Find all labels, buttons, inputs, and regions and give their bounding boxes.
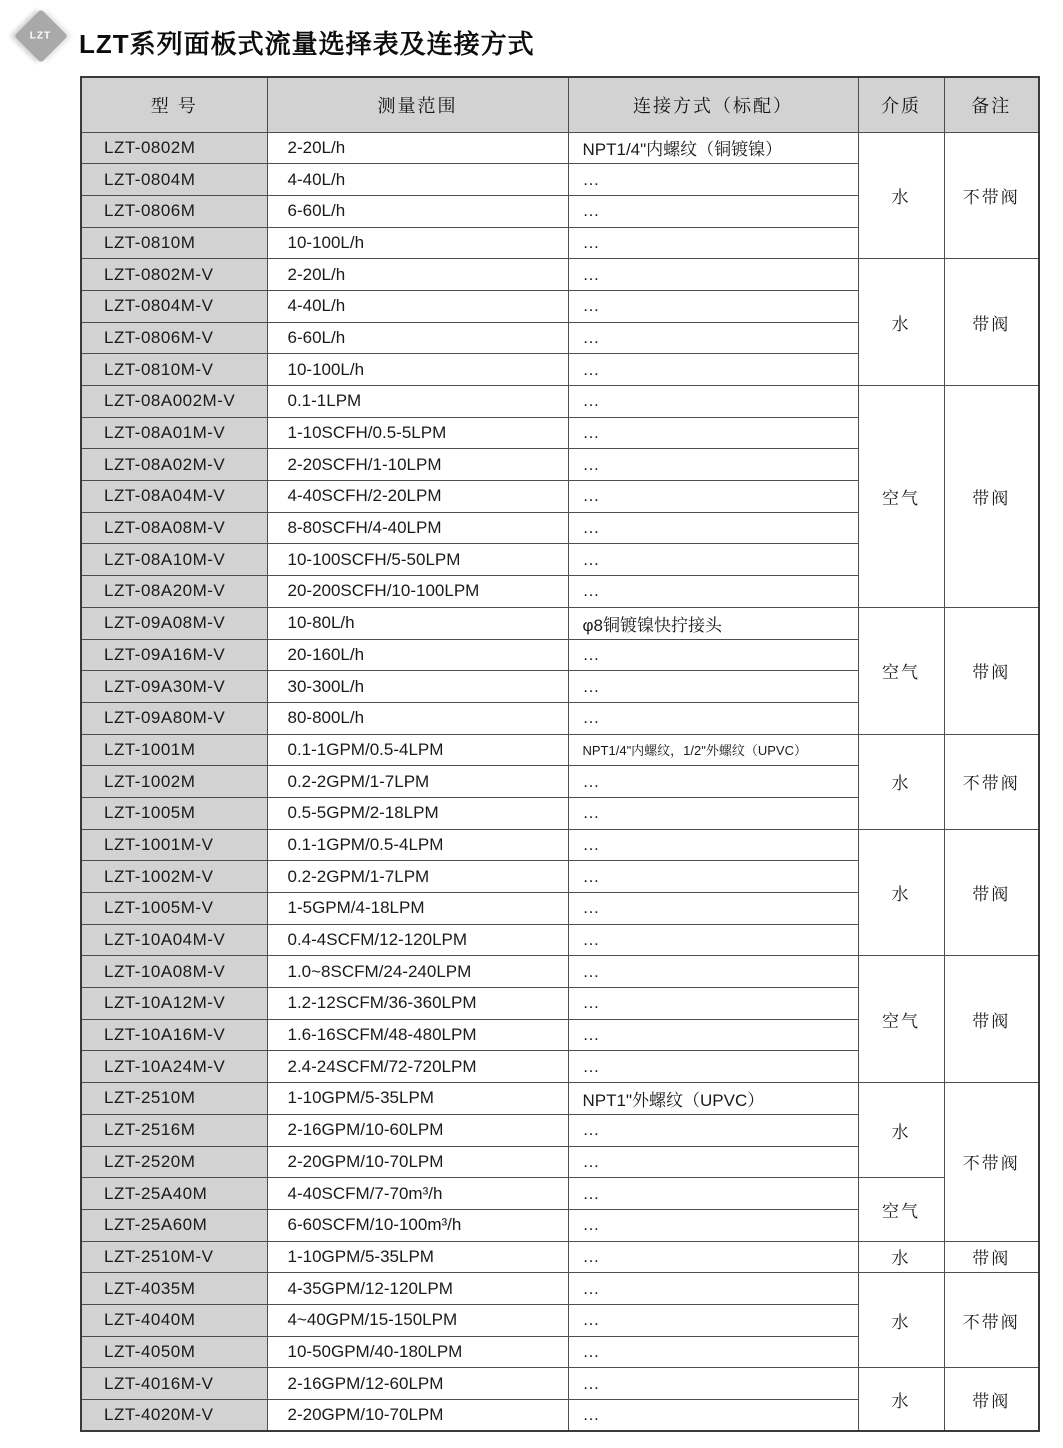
table-row (81, 1368, 1039, 1400)
remark-cell: 不带阀 (944, 734, 1039, 829)
remark-cell: 带阀 (944, 956, 1039, 1083)
model-cell: LZT-08A04M-V (81, 481, 267, 513)
model-cell: LZT-08A02M-V (81, 449, 267, 481)
range-cell: 2-20SCFH/1-10LPM (267, 449, 568, 481)
medium-cell: 空气 (858, 607, 944, 734)
model-cell: LZT-4020M-V (81, 1400, 267, 1432)
connection-cell: … (568, 1114, 858, 1146)
range-cell: 0.2-2GPM/1-7LPM (267, 766, 568, 798)
range-cell: 30-300L/h (267, 671, 568, 703)
connection-cell: NPT1"外螺纹（UPVC） (568, 1083, 858, 1115)
range-cell: 0.2-2GPM/1-7LPM (267, 861, 568, 893)
range-cell: 6-60L/h (267, 195, 568, 227)
model-cell: LZT-2520M (81, 1146, 267, 1178)
connection-cell: … (568, 956, 858, 988)
model-cell: LZT-09A16M-V (81, 639, 267, 671)
connection-cell: … (568, 512, 858, 544)
model-cell: LZT-0806M-V (81, 322, 267, 354)
connection-cell: … (568, 1400, 858, 1432)
range-cell: 1.2-12SCFM/36-360LPM (267, 988, 568, 1020)
model-cell: LZT-2510M (81, 1083, 267, 1115)
table-row (81, 956, 1039, 988)
connection-cell: … (568, 1051, 858, 1083)
table-row (81, 1178, 1039, 1210)
range-cell: 0.1-1LPM (267, 386, 568, 418)
medium-cell: 水 (858, 1273, 944, 1368)
lzt-diamond-badge (14, 9, 68, 63)
model-cell: LZT-1005M (81, 797, 267, 829)
connection-cell: … (568, 449, 858, 481)
range-cell: 1-10GPM/5-35LPM (267, 1241, 568, 1273)
model-cell: LZT-4040M (81, 1304, 267, 1336)
range-cell: 2-16GPM/12-60LPM (267, 1368, 568, 1400)
connection-cell: … (568, 576, 858, 608)
model-cell: LZT-08A08M-V (81, 512, 267, 544)
medium-cell: 水 (858, 259, 944, 386)
range-cell: 1-10GPM/5-35LPM (267, 1083, 568, 1115)
model-cell: LZT-10A12M-V (81, 988, 267, 1020)
flow-selection-table (80, 76, 1040, 1432)
range-cell: 2-20GPM/10-70LPM (267, 1146, 568, 1178)
model-cell: LZT-10A04M-V (81, 924, 267, 956)
connection-cell: … (568, 702, 858, 734)
connection-cell: NPT1/4"内螺纹（铜镀镍） (568, 132, 858, 164)
model-cell: LZT-4050M (81, 1336, 267, 1368)
range-cell: 10-100SCFH/5-50LPM (267, 544, 568, 576)
connection-cell: … (568, 988, 858, 1020)
connection-cell: … (568, 797, 858, 829)
table-row (81, 132, 1039, 164)
table-body (81, 132, 1039, 1431)
range-cell: 4-40L/h (267, 290, 568, 322)
remark-cell: 带阀 (944, 607, 1039, 734)
model-cell: LZT-08A002M-V (81, 386, 267, 418)
connection-cell: … (568, 1304, 858, 1336)
connection-cell: … (568, 195, 858, 227)
model-cell: LZT-25A40M (81, 1178, 267, 1210)
range-cell: 2-16GPM/10-60LPM (267, 1114, 568, 1146)
model-cell: LZT-08A01M-V (81, 417, 267, 449)
connection-cell: … (568, 322, 858, 354)
page-title: LZT系列面板式流量选择表及连接方式 (79, 29, 535, 59)
model-cell: LZT-2516M (81, 1114, 267, 1146)
model-cell: LZT-09A30M-V (81, 671, 267, 703)
range-cell: 1-5GPM/4-18LPM (267, 893, 568, 925)
model-cell: LZT-1002M-V (81, 861, 267, 893)
model-cell: LZT-0806M (81, 195, 267, 227)
range-cell: 1.0~8SCFM/24-240LPM (267, 956, 568, 988)
connection-cell: … (568, 290, 858, 322)
range-cell: 2-20L/h (267, 132, 568, 164)
table-row (81, 1083, 1039, 1115)
range-cell: 10-100L/h (267, 354, 568, 386)
remark-cell: 带阀 (944, 386, 1039, 608)
range-cell: 2-20GPM/10-70LPM (267, 1400, 568, 1432)
model-cell: LZT-0810M-V (81, 354, 267, 386)
medium-cell: 水 (858, 1083, 944, 1178)
connection-cell: … (568, 1019, 858, 1051)
model-cell: LZT-25A60M (81, 1209, 267, 1241)
connection-cell: … (568, 1368, 858, 1400)
table-header-row (81, 77, 1039, 132)
range-cell: 20-160L/h (267, 639, 568, 671)
connection-cell: … (568, 259, 858, 291)
range-cell: 0.5-5GPM/2-18LPM (267, 797, 568, 829)
medium-cell: 空气 (858, 386, 944, 608)
connection-cell: … (568, 924, 858, 956)
table-row (81, 386, 1039, 418)
range-cell: 80-800L/h (267, 702, 568, 734)
range-cell: 1.6-16SCFM/48-480LPM (267, 1019, 568, 1051)
connection-cell: … (568, 1178, 858, 1210)
header-model: 型 号 (81, 77, 267, 132)
model-cell: LZT-1001M-V (81, 829, 267, 861)
connection-cell: … (568, 354, 858, 386)
connection-cell: … (568, 639, 858, 671)
medium-cell: 水 (858, 734, 944, 829)
connection-cell: … (568, 766, 858, 798)
connection-cell: … (568, 1273, 858, 1305)
model-cell: LZT-0802M (81, 132, 267, 164)
model-cell: LZT-1002M (81, 766, 267, 798)
model-cell: LZT-1005M-V (81, 893, 267, 925)
badge-label: LZT (30, 30, 52, 42)
model-cell: LZT-0804M (81, 164, 267, 196)
medium-cell: 水 (858, 1241, 944, 1273)
model-cell: LZT-10A16M-V (81, 1019, 267, 1051)
medium-cell: 空气 (858, 956, 944, 1083)
model-cell: LZT-09A08M-V (81, 607, 267, 639)
model-cell: LZT-08A10M-V (81, 544, 267, 576)
range-cell: 10-80L/h (267, 607, 568, 639)
connection-cell: φ8铜镀镍快拧接头 (568, 607, 858, 639)
remark-cell: 不带阀 (944, 1083, 1039, 1241)
medium-cell: 水 (858, 132, 944, 259)
range-cell: 4-40L/h (267, 164, 568, 196)
header-remark: 备注 (944, 77, 1039, 132)
model-cell: LZT-10A08M-V (81, 956, 267, 988)
model-cell: LZT-1001M (81, 734, 267, 766)
model-cell: LZT-10A24M-V (81, 1051, 267, 1083)
model-cell: LZT-09A80M-V (81, 702, 267, 734)
range-cell: 0.1-1GPM/0.5-4LPM (267, 734, 568, 766)
range-cell: 2.4-24SCFM/72-720LPM (267, 1051, 568, 1083)
model-cell: LZT-08A20M-V (81, 576, 267, 608)
header-range: 测量范围 (267, 77, 568, 132)
table-row (81, 829, 1039, 861)
range-cell: 4~40GPM/15-150LPM (267, 1304, 568, 1336)
connection-cell: … (568, 671, 858, 703)
range-cell: 8-80SCFH/4-40LPM (267, 512, 568, 544)
remark-cell: 不带阀 (944, 132, 1039, 259)
range-cell: 0.4-4SCFM/12-120LPM (267, 924, 568, 956)
connection-cell: … (568, 227, 858, 259)
model-cell: LZT-0804M-V (81, 290, 267, 322)
range-cell: 10-50GPM/40-180LPM (267, 1336, 568, 1368)
connection-cell: … (568, 386, 858, 418)
header-medium: 介质 (858, 77, 944, 132)
range-cell: 6-60SCFM/10-100m³/h (267, 1209, 568, 1241)
remark-cell: 不带阀 (944, 1273, 1039, 1368)
model-cell: LZT-2510M-V (81, 1241, 267, 1273)
model-cell: LZT-0810M (81, 227, 267, 259)
remark-cell: 带阀 (944, 259, 1039, 386)
model-cell: LZT-4035M (81, 1273, 267, 1305)
range-cell: 2-20L/h (267, 259, 568, 291)
remark-cell: 带阀 (944, 829, 1039, 956)
connection-cell: … (568, 1336, 858, 1368)
model-cell: LZT-4016M-V (81, 1368, 267, 1400)
connection-cell: … (568, 164, 858, 196)
connection-cell: … (568, 893, 858, 925)
connection-cell: NPT1/4"内螺纹，1/2"外螺纹（UPVC） (568, 734, 858, 766)
range-cell: 4-40SCFM/7-70m³/h (267, 1178, 568, 1210)
table-row (81, 1273, 1039, 1305)
connection-cell: … (568, 1209, 858, 1241)
range-cell: 20-200SCFH/10-100LPM (267, 576, 568, 608)
header-connection: 连接方式（标配） (568, 77, 858, 132)
medium-cell: 水 (858, 1368, 944, 1431)
connection-cell: … (568, 1241, 858, 1273)
table-row (81, 1241, 1039, 1273)
connection-cell: … (568, 1146, 858, 1178)
table-row (81, 259, 1039, 291)
remark-cell: 带阀 (944, 1241, 1039, 1273)
range-cell: 4-35GPM/12-120LPM (267, 1273, 568, 1305)
connection-cell: … (568, 481, 858, 513)
connection-cell: … (568, 861, 858, 893)
connection-cell: … (568, 829, 858, 861)
connection-cell: … (568, 417, 858, 449)
range-cell: 6-60L/h (267, 322, 568, 354)
model-cell: LZT-0802M-V (81, 259, 267, 291)
remark-cell: 带阀 (944, 1368, 1039, 1431)
medium-cell: 水 (858, 829, 944, 956)
range-cell: 1-10SCFH/0.5-5LPM (267, 417, 568, 449)
range-cell: 4-40SCFH/2-20LPM (267, 481, 568, 513)
table-row (81, 734, 1039, 766)
range-cell: 0.1-1GPM/0.5-4LPM (267, 829, 568, 861)
connection-cell: … (568, 544, 858, 576)
table-row (81, 607, 1039, 639)
medium-cell: 空气 (858, 1178, 944, 1241)
range-cell: 10-100L/h (267, 227, 568, 259)
